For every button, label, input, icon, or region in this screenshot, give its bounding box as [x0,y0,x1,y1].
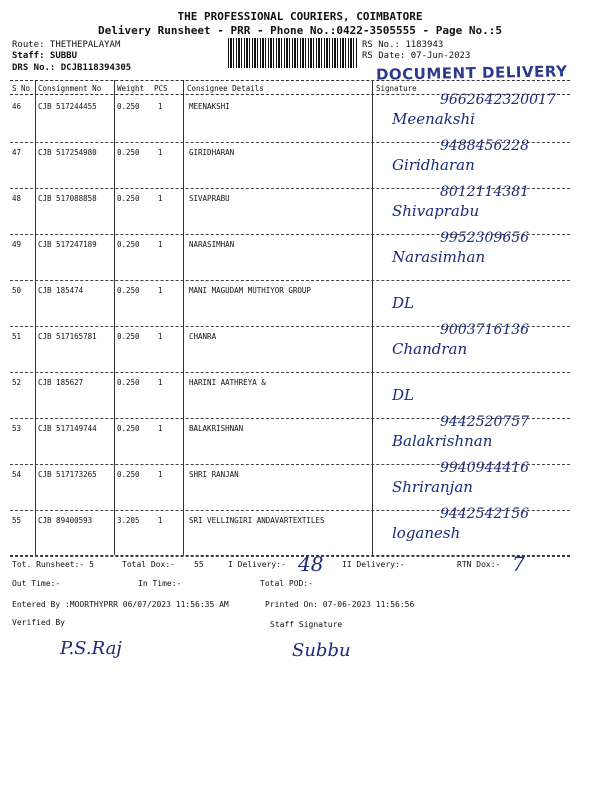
row-sno: 55 [12,516,22,525]
row-sno: 49 [12,240,22,249]
row-signature-handwritten: Chandran [392,340,468,358]
header-signature: Signature [376,84,417,93]
verified-signature: P.S.Raj [60,638,122,659]
row-weight: 0.250 [117,332,140,341]
row-consignee-name: MEENAKSHI [189,102,230,111]
barcode [228,38,358,68]
row-consignment-no: CJB 517165781 [38,332,97,341]
rs-number: RS No.: 1183943 [362,40,444,50]
staff-signature-label: Staff Signature [270,620,343,629]
row-pcs: 1 [158,286,163,295]
row-consignment-no: CJB 517149744 [38,424,97,433]
row-consignment-no: CJB 517173265 [38,470,97,479]
row-consignment-no: CJB 517088858 [38,194,97,203]
row-pcs: 1 [158,424,163,433]
row-consignment-no: CJB 517247189 [38,240,97,249]
row-signature-handwritten: Shriranjan [392,478,473,496]
entered-by: Entered By :MOORTHYPRR 06/07/2023 11:56:35 AM [12,600,229,609]
rtn-dox-value: 7 [512,552,525,576]
row-signature-handwritten: Meenakshi [392,110,475,128]
company-title: THE PROFESSIONAL COURIERS, COIMBATORE [177,10,423,23]
header-sno: S No [12,84,31,93]
row-consignee-name: SHRI RANJAN [189,470,239,479]
total-dox-label: Total Dox:- [122,560,175,569]
row-divider [10,556,570,557]
row-phone-handwritten: 9488456228 [440,138,530,154]
route-label: Route: THETHEPALAYAM [12,40,121,50]
row-weight: 0.250 [117,148,140,157]
row-consignee-name: SIVAPRABU [189,194,230,203]
in-time: In Time:- [138,579,182,588]
row-signature-handwritten: loganesh [392,524,461,542]
row-pcs: 1 [158,240,163,249]
row-signature-handwritten: Shivaprabu [392,202,480,220]
row-pcs: 1 [158,148,163,157]
row-weight: 0.250 [117,194,140,203]
row-consignee-name: BALAKRISHNAN [189,424,244,433]
staff-label: Staff: SUBBU [12,51,78,61]
header-weight: Weight [117,84,145,93]
row-consignee-name: HARINI AATHREYA & [189,378,266,387]
header-pcs: PCS [154,84,168,93]
row-phone-handwritten: 9003716136 [440,322,530,338]
row-consignee-name: SRI VELLINGIRI ANDAVARTEXTILES [189,516,325,525]
header-consignee: Consignee Details [187,84,264,93]
row-phone-handwritten: 9952309656 [440,230,530,246]
row-weight: 0.250 [117,470,140,479]
row-weight: 0.250 [117,240,140,249]
row-pcs: 1 [158,470,163,479]
row-weight: 0.250 [117,102,140,111]
row-sno: 53 [12,424,22,433]
row-signature-handwritten: DL [392,386,414,404]
row-signature-handwritten: Narasimhan [392,248,486,266]
row-pcs: 1 [158,102,163,111]
row-sno: 46 [12,102,22,111]
verified-by-label: Verified By [12,618,65,627]
rs-date: RS Date: 07-Jun-2023 [362,51,471,61]
row-pcs: 1 [158,516,163,525]
row-phone-handwritten: 9442542156 [440,506,530,522]
row-consignment-no: CJB 185627 [38,378,84,387]
row-signature-handwritten: Balakrishnan [392,432,493,450]
row-pcs: 1 [158,378,163,387]
row-consignment-no: CJB 517254980 [38,148,97,157]
staff-handwritten-signature: Subbu [292,640,351,661]
row-sno: 47 [12,148,22,157]
total-dox-value: 55 [194,560,204,569]
i-delivery-value: 48 [298,552,324,576]
row-consignee-name: GIRIDHARAN [189,148,235,157]
row-divider [10,280,570,281]
document-delivery-stamp: DOCUMENT DELIVERY [375,62,568,84]
row-weight: 0.250 [117,378,140,387]
row-consignment-no: CJB 185474 [38,286,84,295]
row-sno: 50 [12,286,22,295]
table-top-rule [10,80,570,81]
row-consignee-name: CHANRA [189,332,217,341]
row-phone-handwritten: 9442520757 [440,414,530,430]
row-sno: 48 [12,194,22,203]
row-pcs: 1 [158,332,163,341]
row-pcs: 1 [158,194,163,203]
row-signature-handwritten: Giridharan [392,156,475,174]
tot-runsheet: Tot. Runsheet:- 5 [12,560,94,569]
table-row [0,322,600,374]
row-consignee-name: MANI MAGUDAM MUTHIYOR GROUP [189,286,311,295]
printed-on: Printed On: 07-06-2023 11:56:56 [265,600,415,609]
table-row [0,230,600,282]
out-time: Out Time:- [12,579,61,588]
rtn-dox-label: RTN Dox:- [457,560,501,569]
row-sno: 52 [12,378,22,387]
row-sno: 51 [12,332,22,341]
row-phone-handwritten: 9940944416 [440,460,530,476]
total-pod: Total POD:- [260,579,313,588]
row-sno: 54 [12,470,22,479]
runsheet-subtitle: Delivery Runsheet - PRR - Phone No.:0422-3505555 - Page No.:5 [98,24,502,37]
drs-number: DRS No.: DCJB118394305 [12,63,132,73]
row-signature-handwritten: DL [392,294,414,312]
row-weight: 0.250 [117,286,140,295]
row-phone-handwritten: 9662642320017 [440,92,556,108]
row-divider [10,372,570,373]
i-delivery-label: I Delivery:- [228,560,286,569]
row-weight: 0.250 [117,424,140,433]
row-consignee-name: NARASIMHAN [189,240,235,249]
row-consignment-no: CJB 89400593 [38,516,93,525]
row-phone-handwritten: 8012114381 [440,184,530,200]
header-consignment: Consignment No [38,84,102,93]
table-bottom-rule [10,555,570,556]
ii-delivery-label: II Delivery:- [342,560,405,569]
row-consignment-no: CJB 517244455 [38,102,97,111]
row-weight: 3.205 [117,516,140,525]
